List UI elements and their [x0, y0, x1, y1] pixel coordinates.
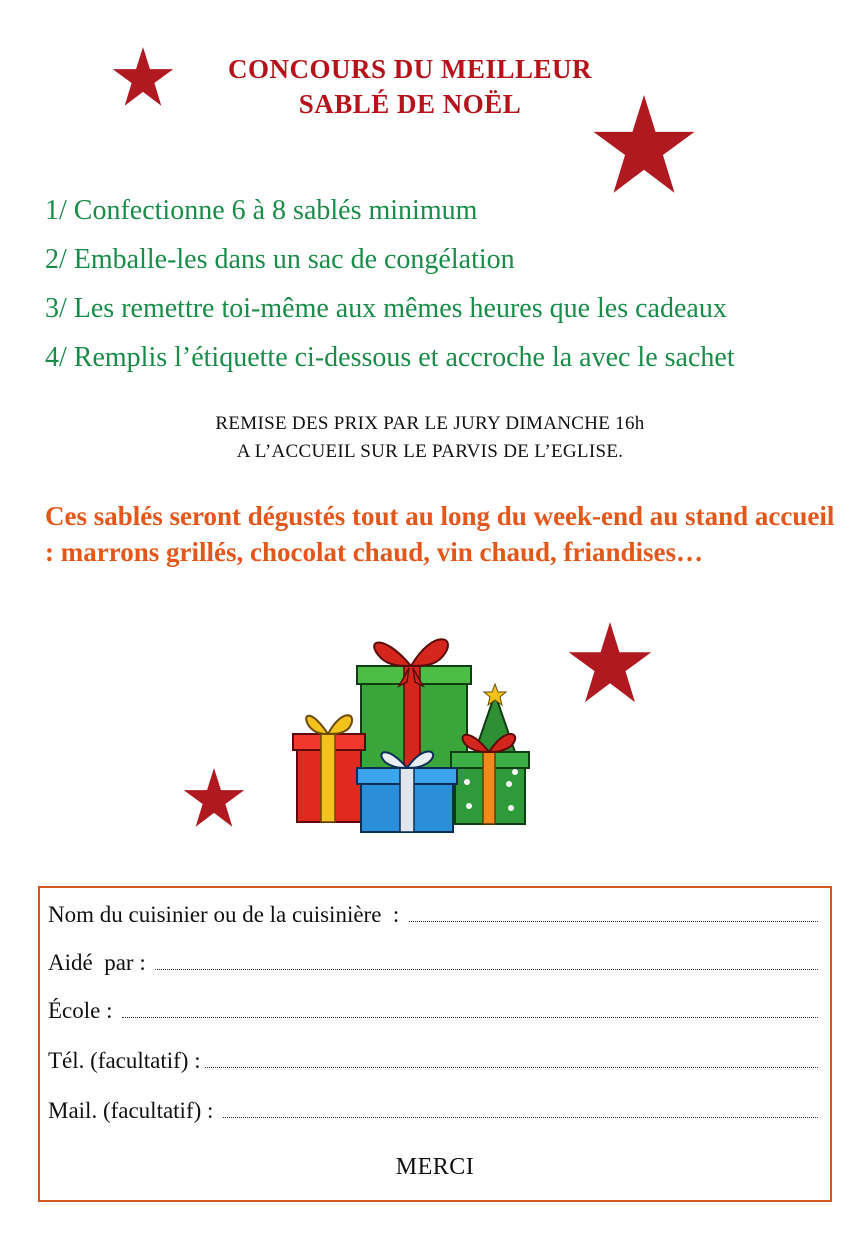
star-icon [181, 768, 247, 828]
school-label: École : [48, 998, 119, 1023]
cook-name-line[interactable] [409, 921, 818, 922]
label-form [38, 886, 832, 1202]
prize-line-2: A L’ACCUEIL SUR LE PARVIS DE L’EGLISE. [236, 441, 624, 462]
phone-field[interactable] [48, 1044, 818, 1074]
prize-announcement [80, 410, 780, 466]
helper-label: Aidé par : [48, 950, 152, 975]
title-line-1: CONCOURS DU MEILLEUR [227, 54, 593, 84]
phone-label: Tél. (facultatif) : [48, 1048, 201, 1073]
phone-line[interactable] [205, 1067, 818, 1068]
step-1: 1/ Confectionne 6 à 8 sablés minimum [45, 195, 478, 226]
mail-field[interactable] [48, 1094, 818, 1124]
step-4: 4/ Remplis l’étiquette ci-dessous et accroche la avec le sachet [45, 342, 735, 373]
star-icon [588, 95, 700, 195]
page-title [160, 52, 660, 122]
cook-name-field[interactable] [48, 898, 818, 928]
tasting-note: Ces sablés seront dégustés tout au long du week-end au stand accueil : marrons grillés, chocolat chaud, vin chaud, friandises… [45, 501, 835, 567]
star-icon [567, 622, 653, 704]
prize-line-1: REMISE DES PRIX PAR LE JURY DIMANCHE 16h [215, 413, 645, 434]
school-field[interactable] [48, 994, 818, 1024]
cook-name-label: Nom du cuisinier ou de la cuisinière : [48, 902, 406, 927]
steps-list [45, 186, 845, 382]
step-2: 2/ Emballe-les dans un sac de congélation [45, 244, 515, 275]
helper-field[interactable] [48, 946, 818, 976]
school-line[interactable] [122, 1017, 818, 1018]
title-line-2: SABLÉ DE NOËL [298, 89, 522, 119]
step-3: 3/ Les remettre toi-même aux mêmes heures que les cadeaux [45, 293, 727, 324]
helper-line[interactable] [155, 969, 818, 970]
thanks-text: MERCI [395, 1154, 475, 1180]
mail-label: Mail. (facultatif) : [48, 1098, 220, 1123]
star-icon [110, 47, 176, 107]
mail-line[interactable] [223, 1117, 818, 1118]
gifts-illustration [283, 622, 533, 852]
